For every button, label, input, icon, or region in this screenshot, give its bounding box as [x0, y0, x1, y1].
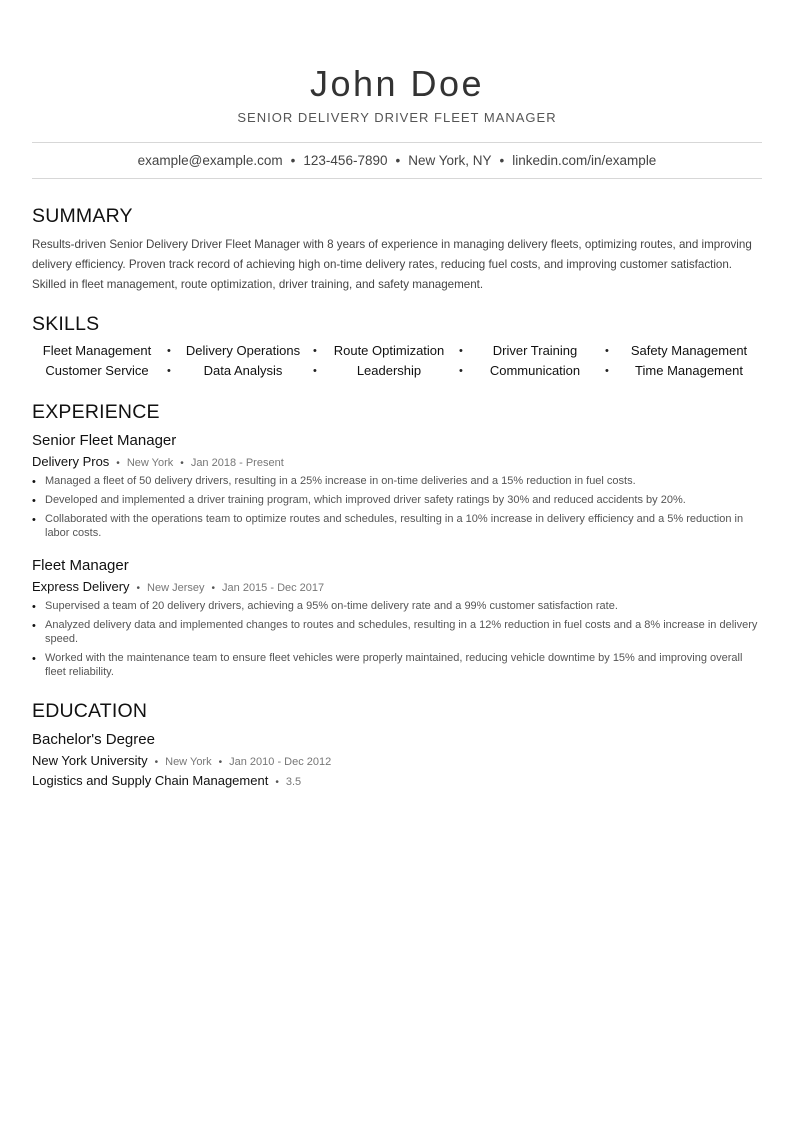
skill-item: Leadership: [356, 363, 422, 378]
skill-item: Time Management: [635, 363, 743, 378]
job-meta: [32, 454, 284, 472]
contact-separator: •: [395, 153, 401, 168]
skill-item: Safety Management: [630, 343, 748, 358]
job-dates: Jan 2018 - Present: [190, 457, 284, 469]
contact-separator: •: [499, 153, 505, 168]
summary-heading: SUMMARY: [32, 205, 133, 227]
contact-location: New York, NY: [408, 153, 492, 168]
job-location: New Jersey: [147, 582, 205, 594]
header-divider-top: [32, 142, 762, 143]
job-location: New York: [126, 457, 174, 469]
education-dates: Jan 2010 - Dec 2012: [229, 756, 332, 768]
skill-item: Driver Training: [492, 343, 578, 358]
skills-grid: [32, 342, 762, 382]
skill-separator: •: [313, 365, 317, 377]
education-field-line: [32, 773, 301, 791]
skill-item: Customer Service: [45, 363, 149, 378]
school-location: New York: [165, 756, 212, 768]
job-title: Senior Fleet Manager: [32, 432, 177, 449]
contact-line: [32, 152, 762, 170]
meta-separator: •: [136, 583, 141, 594]
job-bullet: • Managed a fleet of 50 delivery drivers, resulting in a 25% increase in on-time deliveries and a 15% reduction in fuel costs.: [32, 474, 762, 488]
job-bullet: • Worked with the maintenance team to ensure fleet vehicles were properly maintained, reducing vehicle downtime by 15% and improving overall fleet reliability.: [32, 651, 762, 679]
meta-separator: •: [218, 757, 223, 768]
contact-linkedin: linkedin.com/in/example: [512, 153, 657, 168]
contact-phone: 123-456-7890: [303, 153, 388, 168]
job-meta: [32, 579, 324, 597]
education-heading: EDUCATION: [32, 700, 148, 722]
experience-heading: EXPERIENCE: [32, 401, 160, 423]
job-dates: Jan 2015 - Dec 2017: [222, 582, 325, 594]
job-bullet: • Supervised a team of 20 delivery drivers, achieving a 95% on-time delivery rate and a 99% customer satisfaction rate.: [32, 599, 762, 613]
job-title: Fleet Manager: [32, 557, 129, 574]
contact-email: example@example.com: [137, 153, 283, 168]
skill-separator: •: [459, 365, 463, 377]
job-company: Express Delivery: [32, 579, 130, 594]
skills-heading: SKILLS: [32, 313, 100, 335]
skills-row-2: [32, 362, 762, 382]
degree-title: Bachelor's Degree: [32, 731, 155, 748]
skill-separator: •: [167, 345, 171, 357]
skill-separator: •: [167, 365, 171, 377]
job-bullet: • Analyzed delivery data and implemented changes to routes and schedules, resulting in a 12% reduction in fuel costs and a 8% increase in delivery speed.: [32, 618, 762, 646]
gpa-value: 3.5: [285, 776, 302, 788]
skill-item: Delivery Operations: [185, 343, 301, 358]
job-bullet: • Collaborated with the operations team to optimize routes and schedules, resulting in a 10% increase in delivery efficiency and a 5% reduction in labor costs.: [32, 512, 762, 540]
candidate-title: SENIOR DELIVERY DRIVER FLEET MANAGER: [237, 110, 557, 125]
header-divider-bottom: [32, 178, 762, 179]
meta-separator: •: [116, 458, 120, 469]
meta-separator: •: [211, 583, 216, 594]
contact-separator: •: [290, 153, 296, 168]
summary-text: Results-driven Senior Delivery Driver Fleet Manager with 8 years of experience in managing delivery fleets, optimizing routes, and improving delivery efficiency. Proven track record of achieving high on-time delivery rates, reducing fuel costs, and improving customer satisfaction. Skilled in fleet management, route optimization, driver training, and safety management.: [32, 238, 752, 291]
job-bullets: [32, 474, 762, 545]
skill-item: Fleet Management: [42, 343, 152, 358]
skill-item: Data Analysis: [203, 363, 283, 378]
skill-item: Communication: [489, 363, 581, 378]
skill-separator: •: [459, 345, 463, 357]
skills-row-1: [32, 342, 762, 362]
skill-separator: •: [605, 365, 609, 377]
skill-item: Route Optimization: [333, 343, 445, 358]
meta-separator: •: [180, 458, 184, 469]
job-bullets: [32, 599, 762, 684]
school-name: New York University: [32, 753, 148, 768]
job-company: Delivery Pros: [32, 454, 110, 469]
job-bullet: • Developed and implemented a driver training program, which improved driver safety ratings by 30% and reduced accidents by 20%.: [32, 493, 762, 507]
meta-separator: •: [275, 777, 279, 788]
candidate-name: John Doe: [309, 63, 485, 104]
education-meta: [32, 753, 331, 771]
skill-separator: •: [605, 345, 609, 357]
skill-separator: •: [313, 345, 317, 357]
meta-separator: •: [154, 757, 159, 768]
field-of-study: Logistics and Supply Chain Management: [32, 773, 269, 788]
